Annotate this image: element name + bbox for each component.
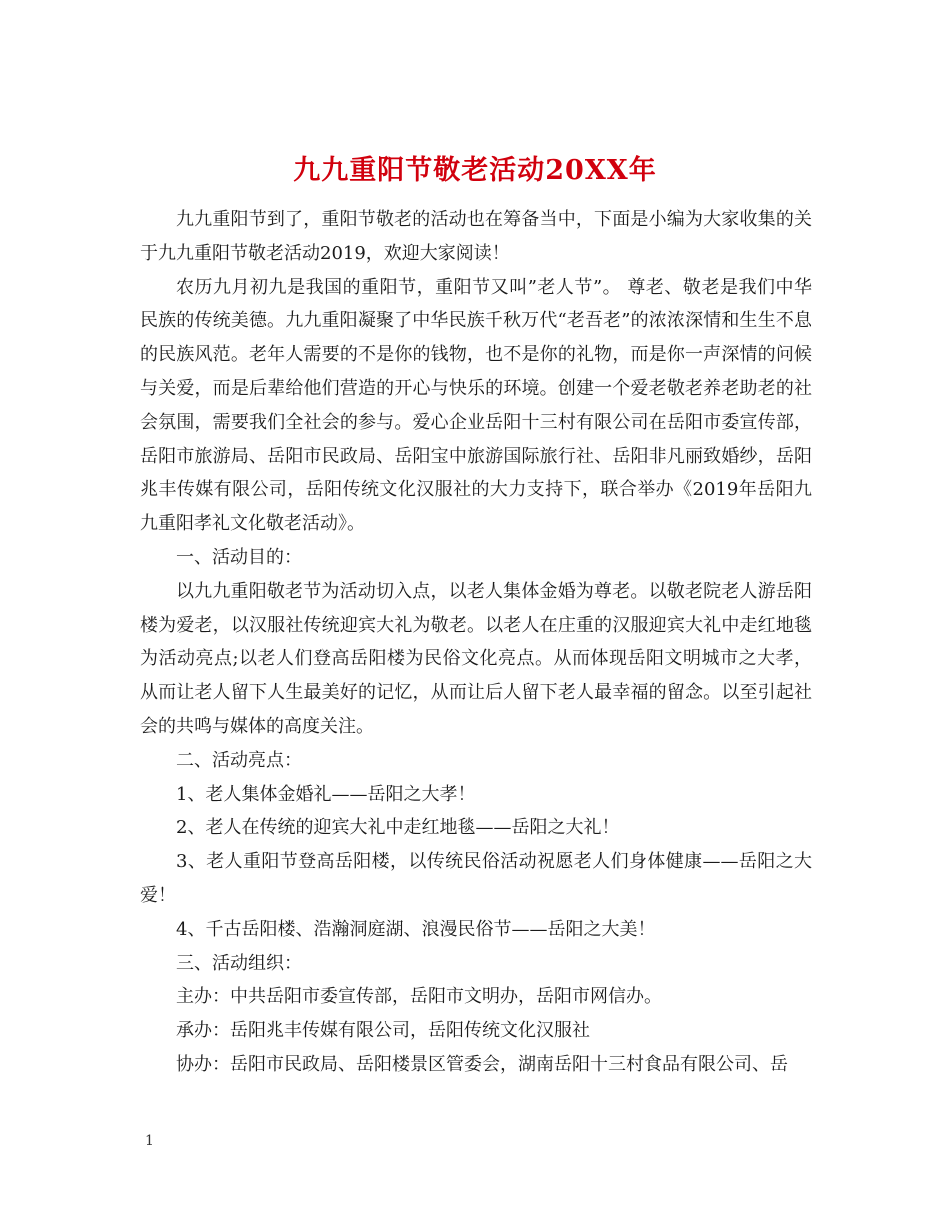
background-paragraph: 农历九月初九是我国的重阳节，重阳节又叫”老人节”。 尊老、敬老是我们中华民族的传统美德。九九重阳凝聚了中华民族千秋万代“老吾老”的浓浓深情和生生不息的民族风范。老年人需要的不是你的钱物，也不是你的礼物，而是你一声深情的问候与关爱，而是后辈给他们营造的开心与快乐的环境。创建一个爱老敬老养老助老的社会氛围，需要我们全社会的参与。爱心企业岳阳十三村有限公司在岳阳市委宣传部，岳阳市旅游局、岳阳市民政局、岳阳宝中旅游国际旅行社、岳阳非凡丽致婚纱，岳阳兆丰传媒有限公司，岳阳传统文化汉服社的大力支持下，联合举办《2019年岳阳九九重阳孝礼文化敬老活动》。 [140,276,812,535]
section-heading-highlights: 二、活动亮点： [176,749,302,771]
organizer-undertaker: 承办：岳阳兆丰传媒有限公司，岳阳传统文化汉服社 [176,1020,590,1042]
highlight-item-3: 3、老人重阳节登高岳阳楼，以传统民俗活动祝愿老人们身体健康——岳阳之大爱！ [140,851,812,906]
highlight-item-1: 1、老人集体金婚礼——岳阳之大孝！ [176,783,476,805]
purpose-paragraph: 以九九重阳敬老节为活动切入点，以老人集体金婚为尊老。以敬老院老人游岳阳楼为爱老，以汉服社传统迎宾大礼为敬老。以老人在庄重的汉服迎宾大礼中走红地毯为活动亮点;以老人们登高岳阳楼为民俗文化亮点。从而体现岳阳文明城市之大孝，从而让老人留下人生最美好的记忆，从而让后人留下老人最幸福的留念。以至引起社会的共鸣与媒体的高度关注。 [140,580,812,737]
organizer-coorganizer: 协办：岳阳市民政局、岳阳楼景区管委会，湖南岳阳十三村食品有限公司、岳 [176,1053,788,1075]
document-body [140,203,812,1082]
highlight-item-4: 4、千古岳阳楼、浩瀚洞庭湖、浪漫民俗节——岳阳之大美！ [176,918,656,940]
document-title: 九九重阳节敬老活动20XX年 [293,155,657,187]
highlight-item-2: 2、老人在传统的迎宾大礼中走红地毯——岳阳之大礼！ [176,817,620,839]
page-number: 1 [145,1133,154,1149]
section-heading-organization: 三、活动组织： [176,952,302,974]
intro-paragraph: 九九重阳节到了，重阳节敬老的活动也在筹备当中，下面是小编为大家收集的关于九九重阳节敬老活动2019，欢迎大家阅读！ [140,209,812,264]
organizer-host: 主办：中共岳阳市委宣传部，岳阳市文明办，岳阳市网信办。 [176,986,662,1008]
section-heading-purpose: 一、活动目的： [176,546,302,568]
